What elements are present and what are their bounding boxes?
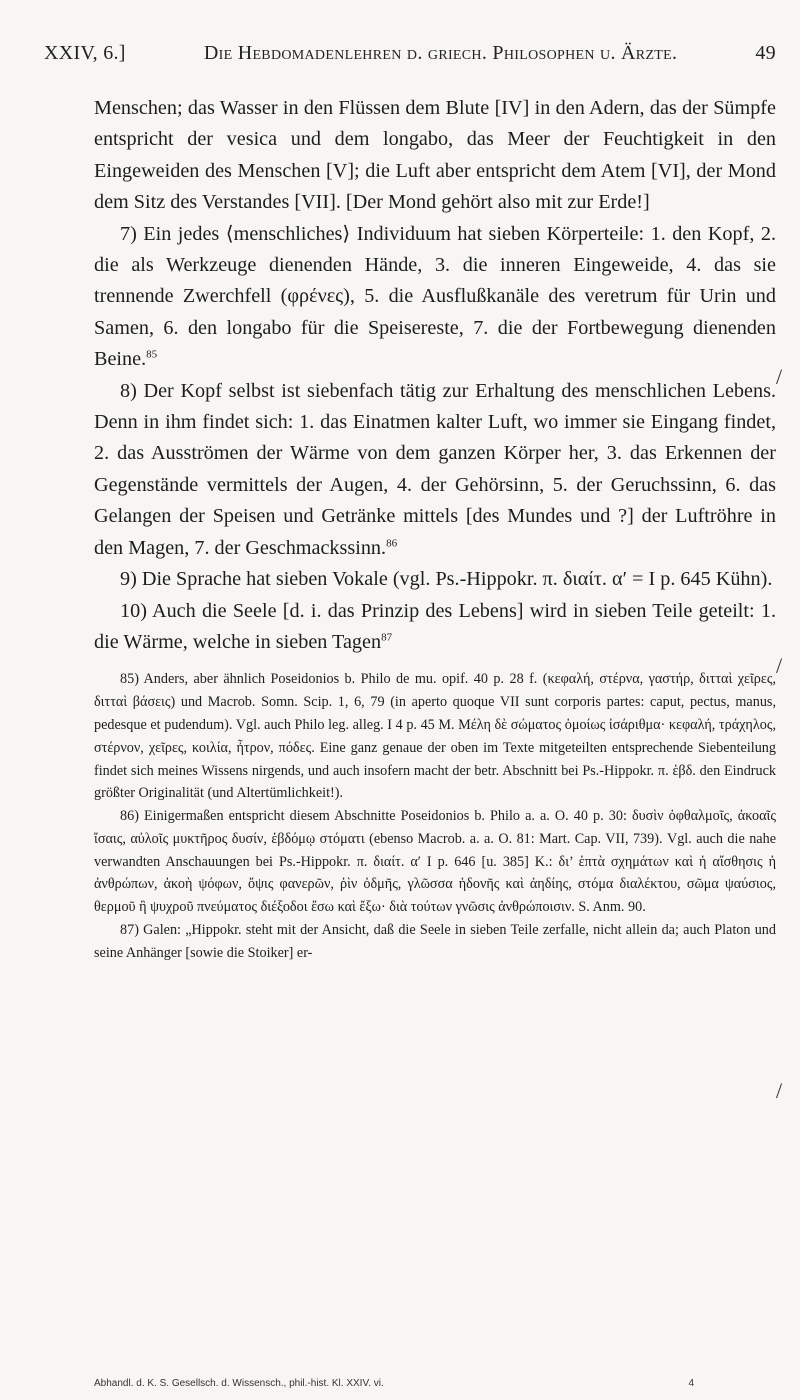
margin-mark-1: /: [776, 364, 783, 389]
footer: [94, 1378, 694, 1389]
paragraph-5-text: 10) Auch die Seele [d. i. das Prinzip des Lebens] wird in sieben Teile geteilt: 1. die Wärme, welche in sieben Tagen: [94, 599, 776, 653]
signature-mark: 4: [688, 1378, 694, 1389]
paragraph-2-text: 7) Ein jedes ⟨menschliches⟩ Individuum hat sieben Körperteile: 1. den Kopf, 2. die als Werkzeuge dienenden Hände, 3. die inneren Eingeweide, 4. das sie trennende Zwerchfell (φρένες), 5. die Ausflußkanäle des veretrum für Urin und Samen, 6. den longabo für die Speisereste, 7. die der Fortbewegung dienenden Beine.: [94, 222, 776, 371]
margin-mark-3: /: [776, 1078, 783, 1103]
paragraph-3: [94, 376, 776, 564]
footnote-87: 87) Galen: „Hippokr. steht mit der Ansicht, daß die Seele in sieben Teile zerfalle, nicht allein da; auch Platon und seine Anhänger [sowie die Stoiker] er-: [94, 922, 776, 961]
running-head: [44, 42, 776, 65]
footnote-86: 86) Einigermaßen entspricht diesem Abschnitte Poseidonios b. Philo a. a. O. 40 p. 30: δυσὶν ὀφθαλμοῖς, ἀκοαῖς ἴσαις, αὐλοῖς μυκτῆρος δυσίν, ἑβδόμῳ στόματι (ebenso Macrob. a. a. O. 81: Mart. Cap. VII, 739). Vgl. auch die nahe verwandten Anschauungen bei Ps.-Hippokr. π. διαίτ. α′ I p. 646 [u. 385] K.: δι’ ἑπτὰ σχημάτων καὶ ἡ αἴσθησις ἡ ἀνθρώπων, ἀκοὴ ψόφων, ὄψις φανερῶν, ῥὶν ὀδμῆς, γλῶσσα ἡδονῆς καὶ ἀηδίης, στόμα διαλέκτου, σῶμα ψαύσιος, θερμοῦ ἢ ψυχροῦ πνεύματος διέξοδοι ἔσω καὶ ἔξω· διὰ τούτων γνῶσις ἀνθρώποισιν. S. Anm. 90.: [94, 808, 776, 916]
page: [44, 42, 776, 965]
paragraph-3-text: 8) Der Kopf selbst ist siebenfach tätig zur Erhaltung des menschlichen Lebens. Denn in ihm findet sich: 1. das Einatmen kalter Luft, wo immer sie Eingang findet, 2. das Ausströmen der Wärme von dem ganzen Körper her, 3. das Erkennen der Gegenstände vermittels der Augen, 4. der Gehörsinn, 5. der Geruchssinn, 6. das Gelangen der Speisen und Getränke mittels [des Mundes und ?] der Luftröhre in den Magen, 7. der Geschmackssinn.: [94, 379, 776, 559]
paragraph-5: [94, 596, 776, 659]
paragraph-2: [94, 219, 776, 376]
running-head-section: XXIV, 6.]: [44, 42, 126, 64]
footer-imprint: Abhandl. d. K. S. Gesellsch. d. Wissensch., phil.-hist. Kl. XXIV. vi.: [94, 1378, 384, 1389]
footnotes: [94, 668, 776, 964]
margin-mark-2: /: [776, 653, 783, 678]
footnote-ref-86: 86: [386, 536, 398, 549]
paragraph-4: 9) Die Sprache hat sieben Vokale (vgl. Ps.-Hippokr. π. διαίτ. α′ = I p. 645 Kühn).: [120, 568, 773, 591]
running-head-title: Die Hebdomadenlehren d. griech. Philosophen u. Ärzte.: [203, 42, 678, 64]
paragraph-1: Menschen; das Wasser in den Flüssen dem Blute [IV] in den Adern, das der Sümpfe entspricht der vesica und dem longabo, das Meer der Feuchtigkeit in den Eingeweiden des Menschen [V]; die Luft aber entspricht dem Atem [VI], der Mond dem Sitz des Verstandes [VII]. [Der Mond gehört also mit zur Erde!]: [94, 97, 776, 214]
footnote-ref-85: 85: [146, 348, 158, 361]
main-text: [94, 93, 776, 658]
page-number: 49: [755, 42, 776, 64]
footnote-85: 85) Anders, aber ähnlich Poseidonios b. Philo de mu. opif. 40 p. 28 f. (κεφαλή, στέρνα, γαστήρ, διτταὶ χεῖρες, διτταὶ βάσεις) und Macrob. Somn. Scip. 1, 6, 79 (in aperto quoque VII sunt corporis partes: caput, pectus, manus, pedesque et pudendum). Vgl. auch Philo leg. alleg. I 4 p. 45 M. Μέλη δὲ σώματος ὁμοίως ἰσάριθμα· κεφαλή, τράχηλος, στέρνον, χεῖρες, κοιλία, ἦτρον, πόδες. Eine ganz genaue der oben im Texte mitgeteilten entsprechende Siebenteilung findet sich meines Wissens nirgends, und auch insofern macht der betr. Abschnitt bei Ps.-Hippokr. π. ἑβδ. den Eindruck größter Originalität (und Altertümlichkeit!).: [94, 671, 776, 802]
footnote-ref-87: 87: [381, 631, 393, 644]
